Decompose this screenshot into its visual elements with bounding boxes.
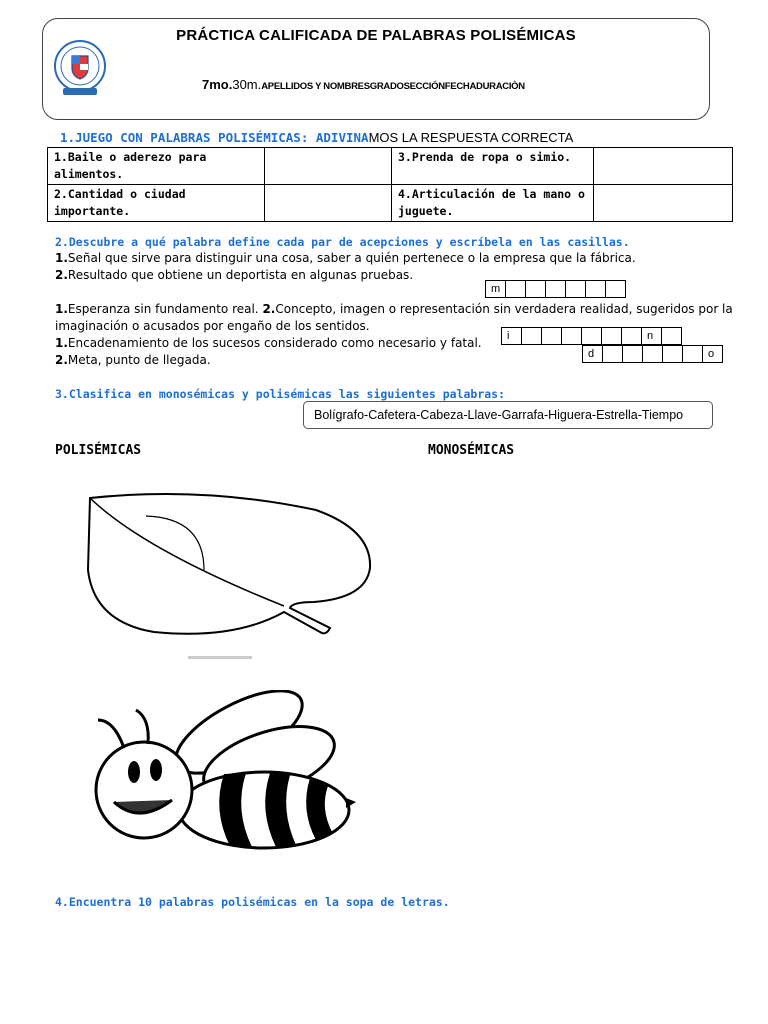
section1-heading-blue: 1.JUEGO CON PALABRAS POLISÉMICAS: ADIVINA xyxy=(60,130,369,145)
letter-box[interactable] xyxy=(642,345,663,363)
letter-box[interactable]: o xyxy=(702,345,723,363)
letter-box[interactable] xyxy=(585,280,606,298)
section1-heading-rest: MOS LA RESPUESTA CORRECTA xyxy=(368,130,574,145)
letter-box[interactable]: m xyxy=(485,280,506,298)
definition-line xyxy=(55,302,733,316)
letter-box[interactable] xyxy=(605,280,626,298)
definition-text: Concepto, imagen o representación sin verdadera realidad, sugeridos por la xyxy=(275,302,733,316)
letter-box[interactable] xyxy=(662,345,683,363)
letter-box[interactable]: n xyxy=(641,327,662,345)
section4-heading: 4.Encuentra 10 palabras polisémicas en la sopa de letras. xyxy=(55,895,450,909)
letter-box[interactable] xyxy=(622,345,643,363)
letter-box[interactable] xyxy=(505,280,526,298)
letter-box[interactable] xyxy=(565,280,586,298)
answer-cell-4[interactable] xyxy=(594,185,733,222)
definition-text: Encadenamiento de los sucesos considerado como necesario y fatal. xyxy=(67,336,482,350)
letter-box[interactable] xyxy=(545,280,566,298)
definition-line xyxy=(55,251,636,265)
definition-line xyxy=(55,319,370,333)
school-crest-icon xyxy=(49,38,111,98)
definition-number: 2. xyxy=(55,353,68,367)
letter-boxes-3 xyxy=(583,345,723,363)
header-info-line xyxy=(202,77,525,92)
grade-value: 7mo. xyxy=(202,77,233,92)
section3-heading: 3.Clasifica en monosémicas y polisémicas las siguientes palabras: xyxy=(55,387,506,401)
word-list-box: Bolígrafo-Cafetera-Cabeza-Llave-Garrafa-Higuera-Estrella-Tiempo xyxy=(303,401,713,429)
letter-box[interactable] xyxy=(525,280,546,298)
letter-box[interactable] xyxy=(602,345,623,363)
letter-box[interactable] xyxy=(581,327,602,345)
image-caption-mark xyxy=(188,656,252,659)
definition-line xyxy=(55,268,413,282)
definition-number: 2. xyxy=(262,302,276,316)
definition-line xyxy=(55,336,482,350)
letter-boxes-2 xyxy=(502,327,682,345)
letter-box[interactable] xyxy=(661,327,682,345)
answer-cell-3[interactable] xyxy=(594,148,733,185)
letter-box[interactable] xyxy=(541,327,562,345)
letter-box[interactable] xyxy=(682,345,703,363)
definition-text: Señal que sirve para distinguir una cosa, saber a quién pertenece o la empresa que la fábrica. xyxy=(67,251,636,265)
duration-value: 30m. xyxy=(232,77,262,92)
riddle-3: 3.Prenda de ropa o simio. xyxy=(392,148,594,185)
monosemic-column-title: MONOSÉMICAS xyxy=(428,443,515,458)
letter-boxes-1 xyxy=(486,280,626,298)
letter-box[interactable] xyxy=(561,327,582,345)
riddle-4: 4.Articulación de la mano o juguete. xyxy=(392,185,594,222)
definition-text: Esperanza sin fundamento real. xyxy=(67,302,263,316)
section2-heading: 2.Descubre a qué palabra define cada par de acepciones y escríbela en las casillas. xyxy=(55,235,630,249)
definition-number: 1. xyxy=(55,251,68,265)
section1-heading xyxy=(60,130,573,145)
definition-line xyxy=(55,353,211,367)
riddle-1: 1.Baile o aderezo para alimentos. xyxy=(48,148,265,185)
letter-box[interactable] xyxy=(601,327,622,345)
definition-text: Resultado que obtiene un deportista en algunas pruebas. xyxy=(67,268,414,282)
riddles-table xyxy=(47,147,733,222)
definition-number: 1. xyxy=(55,302,68,316)
riddle-2: 2.Cantidad o ciudad importante. xyxy=(48,185,265,222)
letter-box[interactable]: d xyxy=(582,345,603,363)
letter-box[interactable] xyxy=(621,327,642,345)
definition-text: imaginación o acusados por engaño de los sentidos. xyxy=(55,319,370,333)
definition-number: 1. xyxy=(55,336,68,350)
polysemic-column-title: POLISÉMICAS xyxy=(55,443,142,458)
answer-cell-2[interactable] xyxy=(265,185,392,222)
letter-box[interactable]: i xyxy=(501,327,522,345)
answer-cell-1[interactable] xyxy=(265,148,392,185)
page-title: PRÁCTICA CALIFICADA DE PALABRAS POLISÉMICAS xyxy=(176,27,576,44)
definition-number: 2. xyxy=(55,268,68,282)
leaf-drawing-icon xyxy=(84,490,376,640)
letter-box[interactable] xyxy=(521,327,542,345)
bee-drawing-icon xyxy=(84,690,384,875)
header-fields: APELLIDOS Y NOMBRESGRADOSECCIÓNFECHADURACIÒN xyxy=(261,81,525,92)
definition-text: Meta, punto de llegada. xyxy=(67,353,211,367)
